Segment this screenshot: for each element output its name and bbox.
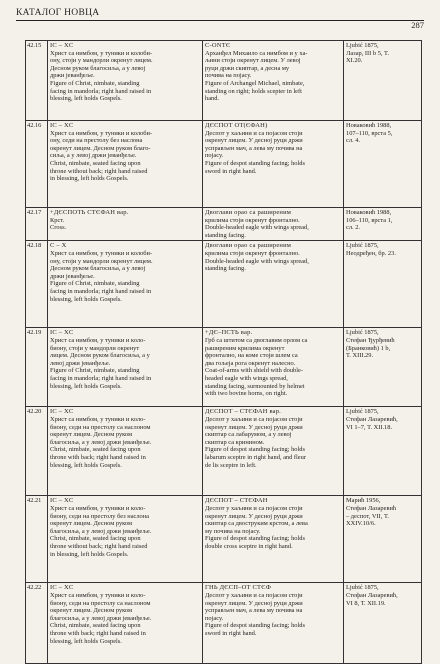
reverse-description-line: крилима стоји окренут фронтално. — [205, 249, 300, 257]
reverse-description-line: labarum sceptre in right hand, and fleur — [205, 453, 306, 461]
reverse-description-line: Двоглави орао са раширеним — [205, 242, 292, 250]
obverse-description-line: IC – XC — [50, 42, 74, 49]
reference-citation — [344, 583, 422, 664]
reverse-description-line: Double-headed eagle with wings spread, — [205, 224, 309, 232]
obverse-description-line: Figure of Christ, nimbate, standing — [50, 280, 140, 288]
catalog-number — [26, 328, 48, 407]
reverse-description-line: ГНЬ ДЄСП–ОТ СТЄФ — [205, 584, 272, 592]
reference-citation — [344, 241, 422, 328]
obverse-description — [48, 328, 203, 407]
coin-catalog-table — [25, 40, 422, 664]
obverse-description-line: благосиља, а у левој држи јеванђеље. — [50, 438, 152, 446]
reverse-description-line: standing facing, surmounted by helmet — [205, 382, 305, 390]
obverse-description-line: Христ са нимбом, у туники и коло- — [50, 591, 146, 599]
reverse-description-line: окренут лицем. У десној руци држи — [205, 423, 303, 431]
reference-citation-line: Марић 1956, — [346, 497, 381, 505]
reference-citation — [344, 407, 422, 496]
reference-citation-line: Неодређен, бр. 23. — [346, 249, 396, 257]
reverse-description-line: усправљен мач, а лева му почива на — [205, 607, 303, 615]
obverse-description — [48, 121, 203, 208]
reference-citation-line: Ljubić 1875, — [346, 329, 379, 337]
reverse-description-line: два гољеја рога окренут налесно. — [205, 359, 296, 367]
reverse-description-line: Деспот у хаљини и са појасом стоји — [205, 129, 303, 137]
obverse-description-line: Christ, nimbate, seated facing upon — [50, 535, 141, 543]
obverse-description-line: окренут лицем. Десном руком благо- — [50, 144, 151, 152]
reference-citation-line: сл. 4. — [346, 137, 361, 145]
reference-citation-line: Стефан Лазаревић, — [346, 591, 398, 599]
obverse-description-line: blessing, left holds Gospels. — [50, 295, 122, 303]
obverse-description-line: throne without back; right hand raised — [50, 542, 148, 550]
reference-citation-line: XI.20. — [346, 57, 363, 65]
obverse-description-line: IC – XC — [50, 329, 74, 337]
obverse-description-line: throne with back; right hand raised in — [50, 629, 146, 637]
reverse-description-line: C-ONTЄ — [205, 42, 231, 49]
reverse-description-line: +ДЄ–ПСТЬ вар. — [205, 329, 253, 337]
reverse-description-line: скиптар са кринином. — [205, 438, 265, 446]
reverse-description-line: Деспот у хаљини и са појасом стоји — [205, 591, 303, 599]
reverse-description — [203, 241, 344, 328]
reference-citation-line: Новаковић 1988, — [346, 122, 392, 129]
reverse-description-line: standing on right; holds scepter in left — [205, 87, 302, 95]
reverse-description — [203, 496, 344, 583]
catalog-row — [26, 208, 422, 241]
reference-citation-line: (Бранковић) 1 b, — [346, 344, 391, 352]
reverse-description-line: окренут лицем. У десној руци држи — [205, 599, 303, 607]
obverse-description-line: ону, седи на престолу без наслона — [50, 137, 143, 145]
obverse-description-line: Christ, nimbate, seated facing upon — [50, 159, 141, 167]
reverse-description-line: ДЄСПОТ ОТ(ЄФАН) — [205, 122, 268, 129]
reverse-description — [203, 328, 344, 407]
obverse-description-line: Христ са нимбом, у туники и коло- — [50, 336, 146, 344]
reverse-description-line: de lis sceptre in left. — [205, 461, 257, 469]
reverse-description-line: Figure of Archangel Michael, nimbate, — [205, 79, 305, 87]
obverse-description-line: IC – XC — [50, 497, 74, 505]
reverse-description — [203, 41, 344, 121]
reverse-description-line: скиптар са лабарумом, а у левој — [205, 431, 292, 439]
obverse-description-line: facing in mandorla; right hand raised in — [50, 287, 152, 295]
reverse-description-line: Арханђел Михаило са нимбом и у ха- — [205, 49, 308, 57]
reference-citation — [344, 208, 422, 241]
reverse-description-line: крилима стоји окренут фронтално. — [205, 216, 300, 224]
reverse-description-line: му почива на појасу. — [205, 527, 261, 535]
reverse-description-line: Figure of despot standing facing; holds — [205, 622, 305, 630]
reverse-description-line: Figure of despot standing facing; holds — [205, 535, 305, 543]
reverse-description — [203, 407, 344, 496]
reverse-description-line: Грб са штитом са двоглавим орлом са — [205, 336, 308, 344]
obverse-description-line: Christ, nimbate, seated facing upon — [50, 446, 141, 454]
reference-citation-line: Стефан Лазаревић, — [346, 415, 398, 423]
reference-citation-line: XXIV.10/6. — [346, 520, 376, 528]
obverse-description — [48, 583, 203, 664]
reverse-description-line: Деспот у хаљини и са појасом стоји — [205, 504, 303, 512]
reverse-description-line: окренут лицем. У десној руци држи — [205, 512, 303, 520]
obverse-description-line: in blessing, left holds Gospels. — [50, 175, 129, 183]
reference-citation — [344, 121, 422, 208]
reference-citation-line: Новаковић 1988, — [346, 209, 392, 216]
obverse-description-line: сиља, а у левој држи јеванђеље. — [50, 152, 137, 160]
catalog-number — [26, 41, 48, 121]
reverse-description-line: headed eagle with wings spread, — [205, 374, 288, 382]
reverse-description-line: фронтално, на коме стоји шлем са — [205, 352, 298, 360]
reverse-description-line: љини стоји окренут лицем. У левој — [205, 57, 301, 65]
obverse-description-line: лицем. Десном руком благосиља, а у — [50, 352, 150, 360]
obverse-description-line: биону, седи на престолу са наслоном — [50, 423, 151, 431]
page-header — [16, 6, 426, 30]
obverse-description-line: Cross. — [50, 224, 67, 232]
reference-citation-line: Лазар, III b 5, T. — [346, 49, 389, 57]
catalog-number-text: 42.20 — [27, 408, 42, 416]
obverse-description-line: Figure of Christ, nimbate, standing — [50, 79, 140, 87]
obverse-description-line: окренут лицем. Десном руком — [50, 520, 133, 528]
catalog-row — [26, 407, 422, 496]
reverse-description-line: Double-headed eagle with wings spread, — [205, 257, 309, 265]
obverse-description-line: благосиља, а у левој држи јеванђеље. — [50, 527, 152, 535]
reverse-description-line: руци држи скиптар, а десна му — [205, 64, 290, 72]
reverse-description-line: Figure of despot standing facing; holds — [205, 446, 305, 454]
reference-citation-line: VI 1–7, Т. XII.18. — [346, 423, 393, 431]
obverse-description-line: blessing, left holds Gospels. — [50, 95, 122, 103]
reference-citation-line: сл. 2. — [346, 224, 361, 232]
reverse-description-line: Figure of despot standing facing; holds — [205, 159, 305, 167]
reference-citation — [344, 496, 422, 583]
catalog-number — [26, 121, 48, 208]
obverse-description-line: биону, седи на престолу са наслоном — [50, 599, 151, 607]
reverse-description-line: појасу. — [205, 614, 224, 622]
obverse-description-line: окренут лицем. Десном руком — [50, 607, 133, 615]
obverse-description-line: throne without back; right hand raised — [50, 167, 148, 175]
running-title: КАТАЛОГ НОВЦА — [16, 8, 100, 18]
reverse-description-line: ДЄСПОТ – СТЄФАН вар. — [205, 408, 281, 416]
catalog-number — [26, 407, 48, 496]
catalog-number-text: 42.18 — [27, 242, 42, 250]
obverse-description-line: Десном руком благосиља, а у левој — [50, 265, 146, 273]
reference-citation-line: Т. XIII.29. — [346, 352, 374, 360]
reference-citation-line: Ljubić 1875, — [346, 42, 379, 49]
reverse-description-line: sword in right hand. — [205, 629, 257, 637]
obverse-description — [48, 41, 203, 121]
obverse-description-line: blessing, left holds Gospels. — [50, 461, 122, 469]
catalog-number — [26, 583, 48, 664]
obverse-description-line: левој држи јеванђеље. — [50, 359, 111, 367]
obverse-description-line: биону, седи на престолу без наслона — [50, 512, 150, 520]
obverse-description — [48, 496, 203, 583]
header-rule — [16, 20, 424, 21]
obverse-description-line: Christ, nimbate, seated facing upon — [50, 622, 141, 630]
reverse-description-line: Coat-of-arms with shield with double- — [205, 367, 303, 375]
obverse-description — [48, 241, 203, 328]
catalog-number — [26, 241, 48, 328]
obverse-description-line: Христ са нимбом, у туники и колоби- — [50, 129, 153, 137]
obverse-description-line: Десном руком благосиља, а у левој — [50, 64, 146, 72]
obverse-description-line: држи јеванђеље. — [50, 72, 95, 80]
reverse-description-line: ДЄСПОТ – СТЄФАН — [205, 497, 268, 505]
reverse-description-line: hand. — [205, 95, 220, 103]
reference-citation-line: Ljubić 1875, — [346, 408, 379, 416]
reference-citation-line: Стефан Лазаревић — [346, 504, 397, 512]
obverse-description-line: IC – XC — [50, 408, 74, 416]
obverse-description-line: facing in mandorla; right hand raised in — [50, 87, 152, 95]
page-number: 287 — [411, 20, 424, 30]
reverse-description-line: усправљен мач, а лева му почива на — [205, 144, 303, 152]
catalog-number — [26, 208, 48, 241]
obverse-description-line: Христ са нимбом, у туники и коло- — [50, 415, 146, 423]
obverse-description-line: окренут лицем. Десном руком — [50, 431, 133, 439]
reverse-description-line: појасу. — [205, 152, 224, 160]
catalog-row — [26, 241, 422, 328]
catalog-number-text: 42.19 — [27, 329, 42, 337]
catalog-number-text: 42.21 — [27, 497, 42, 505]
obverse-description-line: ону, стоји у мандорли окренут лицем. — [50, 257, 153, 265]
reverse-description-line: Деспот у хаљини и са појасом стоји — [205, 415, 303, 423]
catalog-row — [26, 121, 422, 208]
obverse-description — [48, 407, 203, 496]
obverse-description-line: ону, стоји у мандорли окренут лицем. — [50, 57, 153, 65]
reference-citation-line: – деспот, VII, Т. — [346, 512, 389, 520]
catalog-number-text: 42.15 — [27, 42, 42, 49]
catalog-row — [26, 328, 422, 407]
obverse-description-line: биону, стоји у мандорли окренут — [50, 344, 140, 352]
obverse-description-line: blessing, left holds Gospels. — [50, 382, 122, 390]
reference-citation — [344, 41, 422, 121]
reference-citation-line: 107–110, врста 5, — [346, 129, 393, 137]
obverse-description-line: C – X — [50, 242, 67, 250]
catalog-number — [26, 496, 48, 583]
obverse-description-line: Христ са нимбом, у туники и колоби- — [50, 249, 153, 257]
reference-citation-line: 106–110, врста 1, — [346, 216, 393, 224]
obverse-description-line: IC – XC — [50, 584, 74, 592]
obverse-description-line: blessing, left holds Gospels. — [50, 637, 122, 645]
obverse-description-line: држи јеванђеље. — [50, 272, 95, 280]
reverse-description-line: double cross sceptre in right hand. — [205, 542, 293, 550]
reverse-description-line: окренут лицем. У десној руци држи — [205, 137, 303, 145]
reverse-description-line: Двоглави орао са раширеним — [205, 209, 292, 216]
reference-citation-line: Ljubić 1875, — [346, 584, 379, 592]
reference-citation — [344, 328, 422, 407]
obverse-description-line: facing in mandorla; right hand raised in — [50, 374, 152, 382]
obverse-description-line: Христ са нимбом, у туники и коло- — [50, 504, 146, 512]
reverse-description-line: sword in right hand. — [205, 167, 257, 175]
obverse-description-line: Крст. — [50, 216, 65, 224]
catalog-row — [26, 496, 422, 583]
reference-citation-line: Стефан Ђурђевић — [346, 336, 395, 344]
reverse-description — [203, 583, 344, 664]
catalog-row — [26, 583, 422, 664]
reverse-description-line: standing facing. — [205, 265, 246, 273]
reference-citation-line: VI 8, Т. XII.19. — [346, 599, 386, 607]
obverse-description — [48, 208, 203, 241]
reverse-description — [203, 208, 344, 241]
obverse-description-line: Figure of Christ, nimbate, standing — [50, 367, 140, 375]
catalog-number-text: 42.17 — [27, 209, 42, 216]
obverse-description-line: IC – XC — [50, 122, 74, 129]
reverse-description-line: standing facing. — [205, 231, 246, 239]
reverse-description-line: раширеним крилима окренут — [205, 344, 285, 352]
reverse-description — [203, 121, 344, 208]
reverse-description-line: with two bovine horns, on right. — [205, 390, 288, 398]
catalog-number-text: 42.22 — [27, 584, 42, 592]
catalog-number-text: 42.16 — [27, 122, 42, 129]
reverse-description-line: почива на појасу. — [205, 72, 252, 80]
catalog-row — [26, 41, 422, 121]
obverse-description-line: in blessing, left holds Gospels. — [50, 550, 129, 558]
obverse-description-line: throne with back; right hand raised in — [50, 453, 146, 461]
reference-citation-line: Ljubić 1875, — [346, 242, 379, 250]
obverse-description-line: Христ са нимбом, у туники и колоби- — [50, 49, 153, 57]
obverse-description-line: +ДЄСПОТЬ СТЄФАН вар. — [50, 209, 129, 216]
reverse-description-line: скиптар са двоструким крстом, а лева — [205, 520, 308, 528]
obverse-description-line: благосиља, а у левој држи јеванђеље. — [50, 614, 152, 622]
